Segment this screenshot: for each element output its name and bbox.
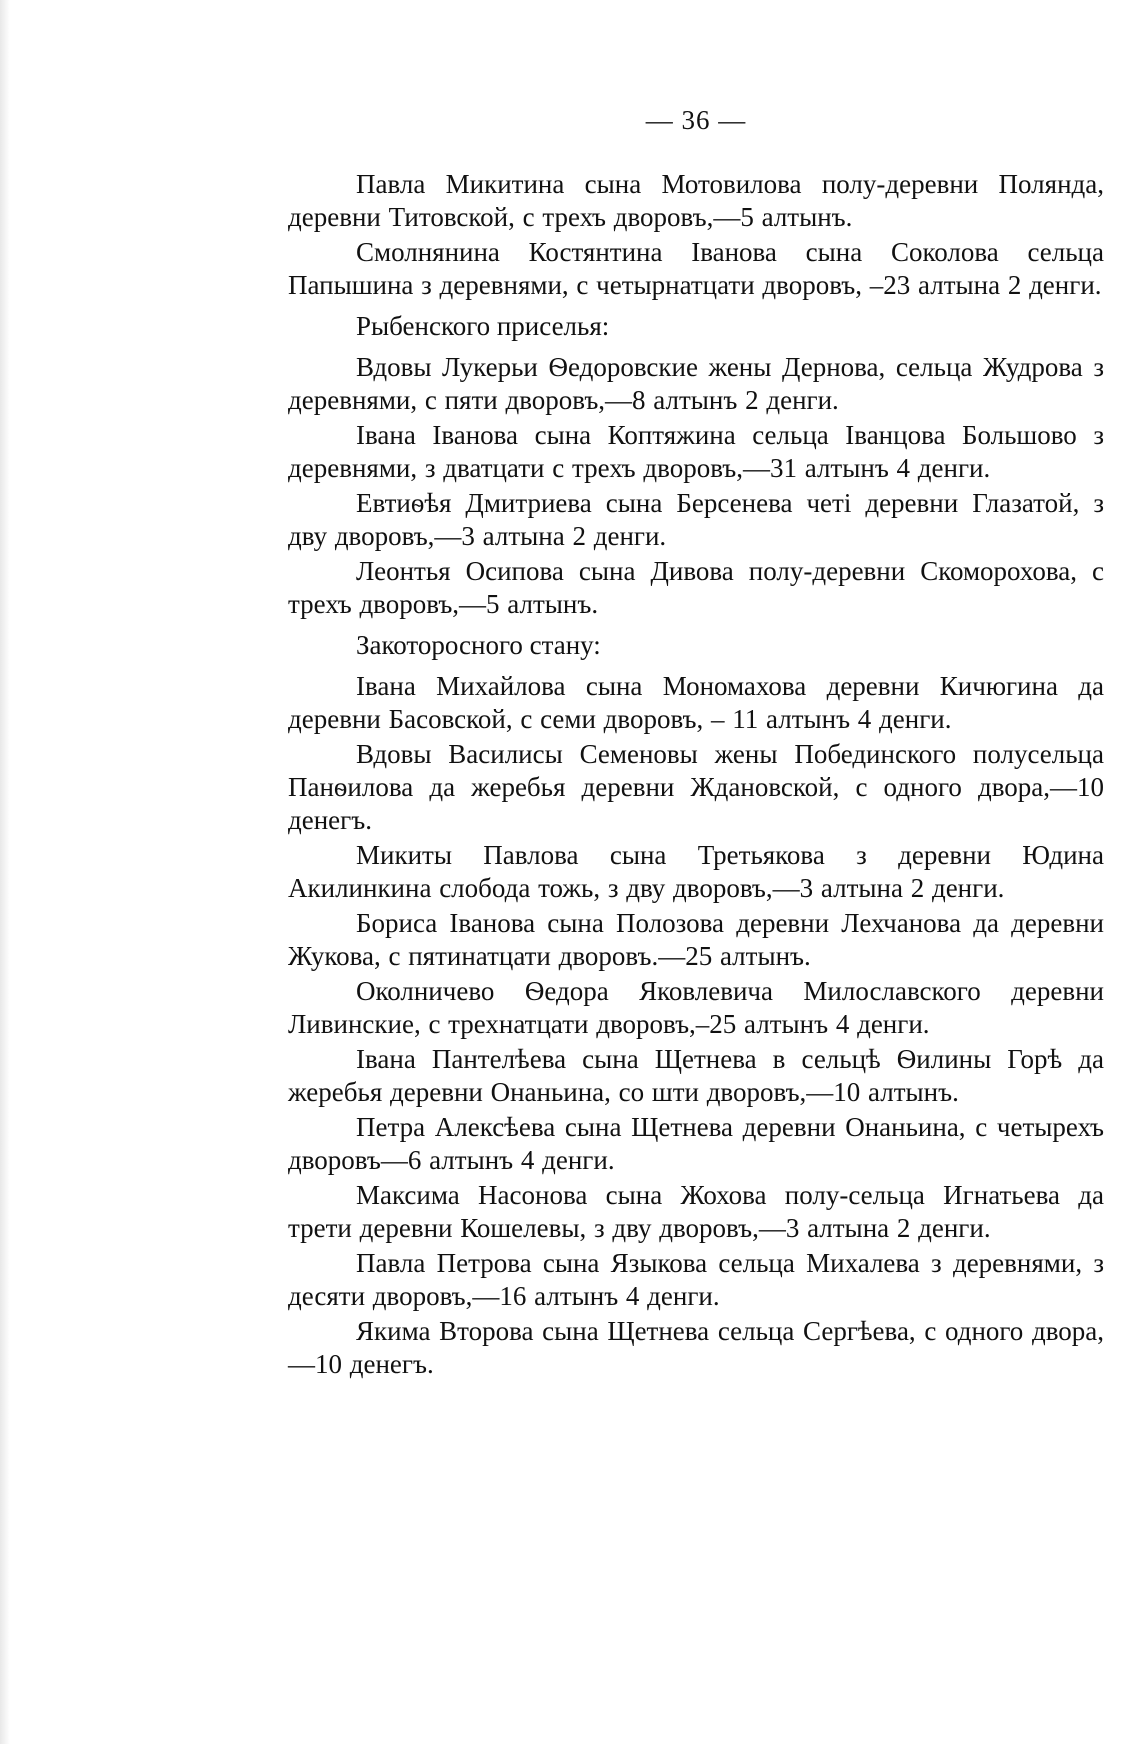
section-heading: Закоторосного стану: xyxy=(356,630,601,660)
page-number: — 36 — xyxy=(645,105,747,135)
paragraph: Околничево Ѳедора Яковлевича Милославского деревни Ливинские, с трехнатцати дворовъ,–25 алтынъ 4 денги. xyxy=(288,976,1104,1039)
paragraph: Петра Алексѣева сына Щетнева деревни Онаньина, с четырехъ дворовъ—6 алтынъ 4 денги. xyxy=(288,1112,1104,1175)
paragraph: Івана Іванова сына Коптяжина сельца Іванцова Большово з деревнями, з дватцати с трехъ дворовъ,—31 алтынъ 4 денги. xyxy=(288,420,1104,483)
paragraph: Івана Пантелѣева сына Щетнева в сельцѣ Ѳилины Горѣ да жеребья деревни Онаньина, со шти дворовъ,—10 алтынъ. xyxy=(288,1044,1104,1107)
paragraph: Вдовы Лукерьи Ѳедоровские жены Дернова, сельца Жудрова з деревнями, с пяти дворовъ,—8 алтынъ 2 денги. xyxy=(288,352,1104,415)
paragraph: Смолнянина Костянтина Іванова сына Соколова сельца Папышина з деревнями, с четырнатцати дворовъ, –23 алтына 2 денги. xyxy=(288,237,1104,300)
scan-edge xyxy=(0,0,10,1744)
paragraph: Бориса Іванова сына Полозова деревни Лехчанова да деревни Жукова, с пятинатцати дворовъ.—25 алтынъ. xyxy=(288,908,1104,971)
section-heading: Рыбенского приселья: xyxy=(356,311,610,341)
paragraph: Івана Михайлова сына Мономахова деревни Кичюгина да деревни Басовской, с семи дворовъ, – 11 алтынъ 4 денги. xyxy=(288,671,1104,734)
paragraph: Микиты Павлова сына Третьякова з деревни Юдина Акилинкина слобода тожь, з дву дворовъ,—3 алтына 2 денги. xyxy=(288,840,1104,903)
paragraph: Вдовы Василисы Семеновы жены Побединского полусельца Панѳилова да жеребья деревни Ждановской, с одного двора,—10 денегъ. xyxy=(288,739,1104,835)
paragraph: Якима Второва сына Щетнева сельца Сергѣева, с одного двора,—10 денегъ. xyxy=(288,1316,1104,1379)
paragraph: Леонтья Осипова сына Дивова полу-деревни Скоморохова, с трехъ дворовъ,—5 алтынъ. xyxy=(288,556,1104,619)
paragraph: Павла Петрова сына Языкова сельца Михалева з деревнями, з десяти дворовъ,—16 алтынъ 4 денги. xyxy=(288,1248,1104,1311)
paragraph: Евтиѳѣя Дмитриева сына Берсенева четі деревни Глазатой, з дву дворовъ,—3 алтына 2 денги. xyxy=(288,488,1104,551)
paragraph: Максима Насонова сына Жохова полу-сельца Игнатьева да трети деревни Кошелевы, з дву дворовъ,—3 алтына 2 денги. xyxy=(288,1180,1104,1243)
book-page xyxy=(288,100,1104,1383)
page-body xyxy=(288,168,1104,1381)
paragraph: Павла Микитина сына Мотовилова полу-деревни Полянда, деревни Титовской, с трехъ дворовъ,—5 алтынъ. xyxy=(288,169,1104,232)
